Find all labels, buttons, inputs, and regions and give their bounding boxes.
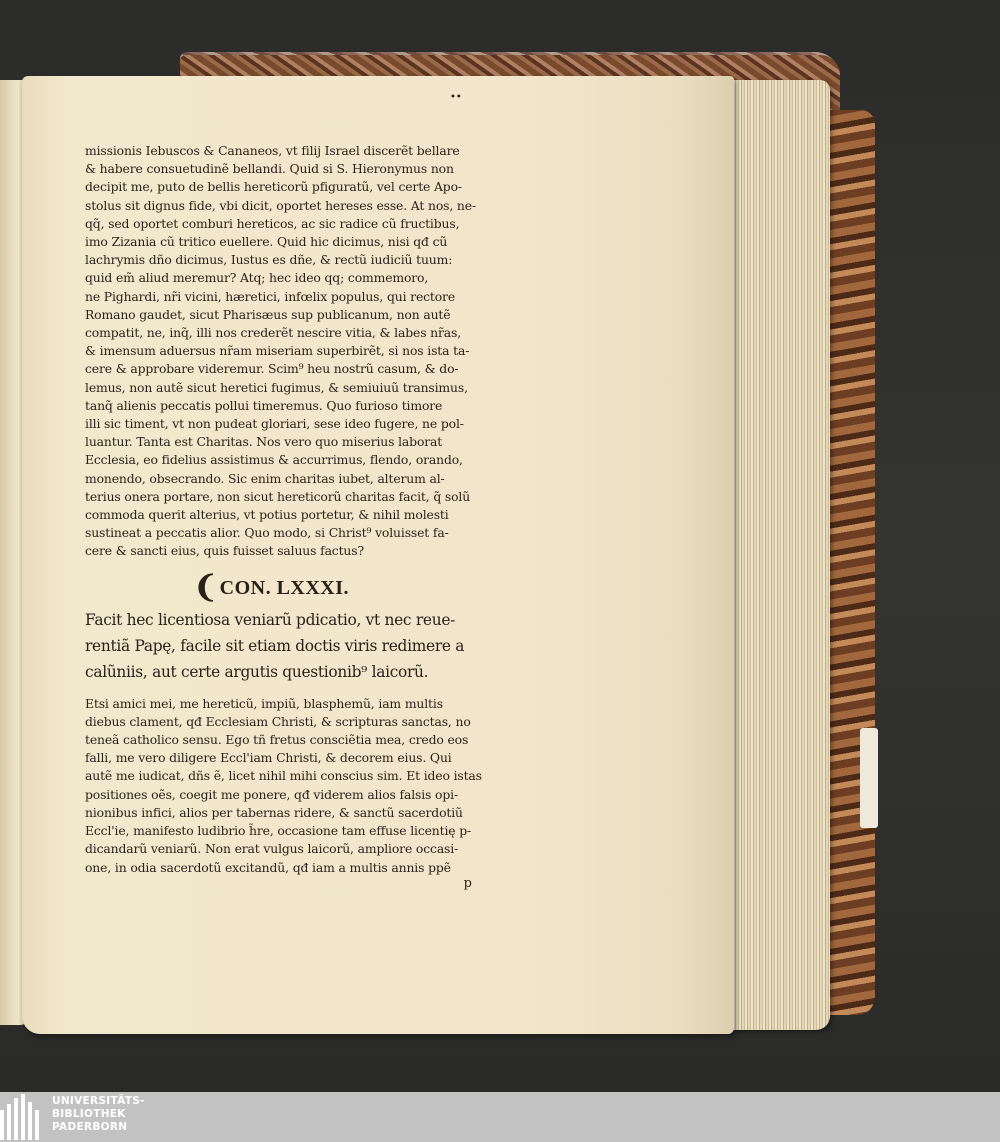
text-line: monendo, obsecrando. Sic enim charitas iubet, alterum al- [85, 470, 445, 486]
text-line: quid em̃ aliud meremur? Atq; hec ideo qq; commemoro, [85, 270, 429, 286]
text-line: imo Zizania cũ tritico euellere. Quid hic dicimus, nisi qđ cũ [85, 234, 448, 250]
text-line: lachrymis dño dicimus, Iustus es dñe, & rectũ iudiciũ tuum: [85, 252, 453, 268]
text-line: tanq̃ alienis peccatis pollui timeremus. Quo furioso timore [85, 397, 443, 413]
text-line: rentiã Papę, facile sit etiam doctis viris redimere a [85, 636, 465, 655]
text-line: qq̃, sed oportet comburi hereticos, ac sic radice cũ fructibus, [85, 215, 460, 231]
page-marks: •• [450, 92, 462, 103]
text-line: & imensum aduersus nr̃am miseriam superbirẽt, si nos ista ta- [85, 343, 470, 359]
footer-bar [0, 1092, 1000, 1142]
text-line: dicandarũ veniarũ. Non erat vulgus laicorũ, ampliore occasi- [85, 841, 459, 857]
text-line: autẽ me iudicat, dñs ẽ, licet nihil mihi conscius sim. Et ideo istas [85, 768, 482, 784]
text-line: sustineat a peccatis alior. Quo modo, si Christ⁹ voluisset fa- [85, 525, 449, 541]
section-heading [193, 570, 510, 604]
logo-line: UNIVERSITÄTS- [52, 1095, 145, 1107]
text-line: calũniis, aut certe argutis questionib⁹ laicorũ. [85, 662, 429, 681]
text-line: missionis Iebuscos & Cananeos, vt filij Israel discerẽt bellare [85, 143, 460, 158]
paper-tab [860, 728, 878, 828]
text-line: Ecclesia, eo fidelius assistimus & accurrimus, flendo, orando, [85, 452, 463, 468]
text-line: Romano gaudet, sicut Pharisæus sup publicanum, non autẽ [85, 306, 451, 322]
text-line: luantur. Tanta est Charitas. Nos vero quo miserius laborat [85, 434, 443, 450]
text-line: terius onera portare, non sicut hereticorũ charitas facit, q̃ solũ [85, 488, 471, 504]
logo-line: BIBLIOTHEK [52, 1108, 126, 1120]
section-summary [85, 607, 510, 685]
heading-text: CON. LXXXI. [219, 576, 350, 599]
text-line: Facit hec licentiosa veniarũ pdicatio, vt nec reue- [85, 610, 456, 629]
page-block-edges [730, 80, 830, 1030]
text-line: one, in odia sacerdotũ excitandũ, qđ iam a multis annis ppẽ [85, 859, 451, 875]
text-line: decipit me, puto de bellis hereticorũ pfiguratũ, vel certe Apo- [85, 179, 462, 195]
text-line: ne Pighardi, nr̃i vicini, hæretici, infœlix populus, qui rectore [85, 288, 456, 304]
text-line: positiones oẽs, coegit me ponere, qđ viderem alios falsis opi- [85, 786, 458, 802]
text-line: commoda querit alterius, vt potius portetur, & nihil molesti [85, 507, 449, 523]
text-line: & habere consuetudinẽ bellandi. Quid si S. Hieronymus non [85, 161, 454, 177]
paragraph-2 [85, 695, 510, 877]
text-line: teneã catholico sensu. Ego tñ fretus consciẽtia mea, credo eos [85, 732, 469, 748]
text-line: nionibus infici, alios per tabernas ridere, & sanctũ sacerdotiũ [85, 804, 463, 820]
text-line: cere & sancti eius, quis fuisset saluus factus? [85, 543, 364, 559]
text-line: falli, me vero diligere Eccl'iam Christi, & decorem eius. Qui [85, 750, 452, 766]
logo-line: PADERBORN [52, 1121, 128, 1133]
paragraph-1 [85, 142, 510, 561]
text-line: compatit, ne, inq̃, illi nos crederẽt nescire vitia, & labes nr̃as, [85, 325, 462, 341]
library-logo-text [52, 1095, 145, 1134]
text-line: illi sic timent, vt non pudeat gloriari, sese ideo fugere, ne pol- [85, 416, 464, 432]
text-line: stolus sit dignus fide, vbi dicit, oportet hereses esse. At nos, ne- [85, 197, 476, 213]
text-line: cere & approbare videremur. Scim⁹ heu nostrũ casum, & do- [85, 361, 459, 377]
text-line: Eccl'ie, manifesto ludibrio h̃re, occasione tam effuse licentię p- [85, 823, 472, 839]
library-logo-icon [0, 1094, 39, 1140]
text-line: Etsi amici mei, me hereticũ, impiũ, blasphemũ, iam multis [85, 695, 443, 711]
text-line: diebus clament, qđ Ecclesiam Christi, & scripturas sanctas, no [85, 713, 471, 729]
catchword: p [463, 875, 472, 891]
text-line: lemus, non autẽ sicut heretici fugimus, & semiuiuũ transimus, [85, 379, 468, 395]
text-block [85, 142, 510, 891]
pilcrow-initial: ❨ [193, 570, 219, 604]
